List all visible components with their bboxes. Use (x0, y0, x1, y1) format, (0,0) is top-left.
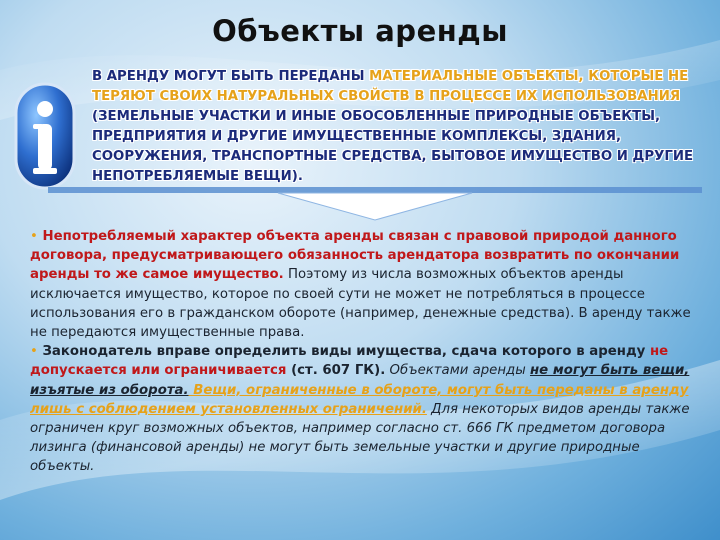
para2-italic-a: Объектами аренды (385, 363, 530, 379)
para2-italic-b: Для некоторых видов аренды также ограничен круг возможных объектов, например согласно ст. 666 ГК предметом договора лизинга (финансовой аренды) не могут быть земельные участки и другие природные объекты. (30, 401, 690, 475)
bullet-2: • (30, 344, 38, 360)
info-icon (14, 82, 76, 190)
para2-italic-bold-underline: не могут быть вещи, изъятые из оборота. (30, 363, 690, 398)
para1-normal: Поэтому из числа возможных объектов аренды исключается имущество, которое по своей сути не может не потребляться в процессе использования его в гражданском обороте (например, денежные средства). В аренду также не передаются имущественные права. (30, 267, 691, 341)
para2-bold-a: Законодатель вправе определить виды имущества, сдача которого в аренду (37, 344, 646, 360)
para2-bold-b: (ст. 607 ГК). (286, 363, 386, 379)
page-title: Объекты аренды (212, 14, 508, 48)
intro-highlight: МАТЕРИАЛЬНЫЕ ОБЪЕКТЫ, КОТОРЫЕ НЕ ТЕРЯЮТ СВОИХ НАТУРАЛЬНЫХ СВОЙСТВ В ПРОЦЕССЕ ИХ ИСПОЛЬЗОВАНИЯ (92, 69, 689, 104)
paragraph-1 (30, 227, 698, 342)
body-text (30, 227, 698, 477)
para2-red-bold: не допускается или ограничивается (30, 344, 669, 379)
intro-part1: В АРЕНДУ МОГУТ БЫТЬ ПЕРЕДАНЫ (92, 69, 370, 84)
intro-text (92, 67, 704, 187)
paragraph-2 (30, 342, 698, 476)
divider-arrow (48, 184, 702, 222)
para2-orange-italic: Вещи, ограниченные в обороте, могут быть переданы в аренду лишь с соблюдением установленных ограничений. (30, 382, 689, 417)
bullet-1: • (30, 229, 38, 244)
intro-part2: (ЗЕМЕЛЬНЫЕ УЧАСТКИ И ИНЫЕ ОБОСОБЛЕННЫЕ ПРИРОДНЫЕ ОБЪЕКТЫ, ПРЕДПРИЯТИЯ И ДРУГИЕ ИМУЩЕСТВЕННЫЕ КОМПЛЕКСЫ, ЗДАНИЯ, СООРУЖЕНИЯ, ТРАНСПОРТНЫЕ СРЕДСТВА, БЫТОВОЕ ИМУЩЕСТВО И ДРУГИЕ НЕПОТРЕБЛЯЕМЫЕ ВЕЩИ). (92, 109, 694, 184)
para1-red-bold: Непотребляемый характер объекта аренды связан с правовой природой данного договора, предусматривающего обязанность арендатора возвратить по окончании аренды то же самое имущество. (30, 229, 680, 283)
